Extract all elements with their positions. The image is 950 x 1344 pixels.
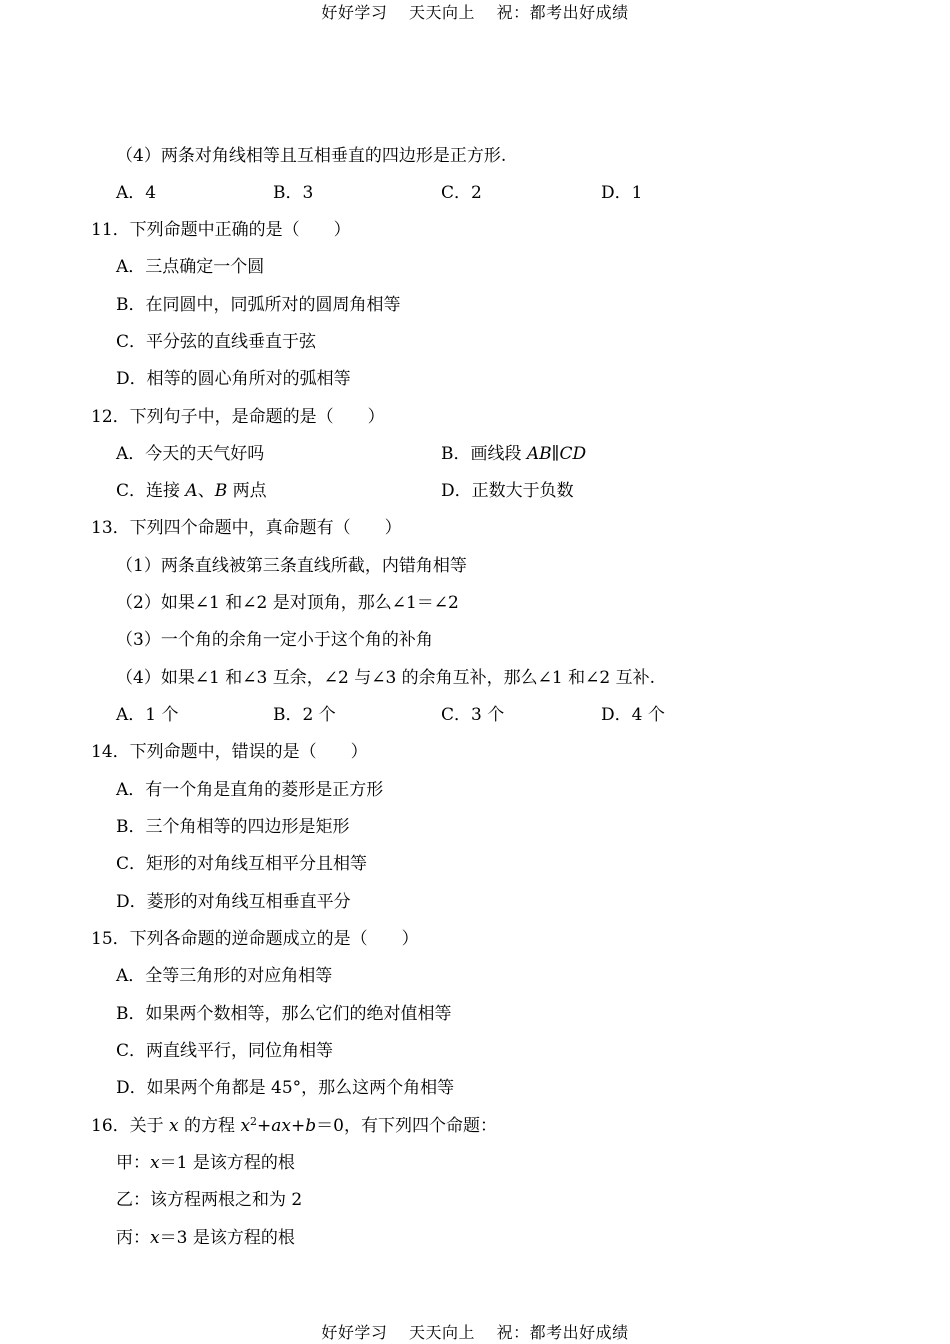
q10-option-c: C．2 [441, 183, 482, 203]
q13-item-2: （2）如果∠1 和∠2 是对顶角，那么∠1＝∠2 [116, 593, 459, 613]
q13-option-a: A．1 个 [116, 705, 179, 725]
footer-motto-1: 好好学习 [321, 1323, 388, 1342]
q16-plus-2: + [291, 1116, 306, 1136]
q16-stem-mid: 的方程 [178, 1116, 241, 1136]
q15-option-b: B．如果两个数相等，那么它们的绝对值相等 [116, 1004, 452, 1024]
q16-equation-exponent: 2 [250, 1115, 258, 1128]
q16-equation-b: b [305, 1116, 317, 1136]
q10-option-a: A．4 [116, 183, 157, 203]
q12-option-c-var-a: A [185, 481, 198, 501]
q16-stem-tail: ＝0，有下列四个命题： [316, 1116, 497, 1136]
q16-proposition-yi: 乙：该方程两根之和为 2 [116, 1190, 303, 1210]
q15-option-a: A．全等三角形的对应角相等 [116, 966, 333, 986]
q16-stem [91, 1115, 497, 1137]
q11-option-a: A．三点确定一个圆 [116, 257, 265, 277]
q13-item-3: （3）一个角的余角一定小于这个角的补角 [116, 630, 433, 650]
q13-item-1: （1）两条直线被第三条直线所截，内错角相等 [116, 556, 467, 576]
q13-option-b: B．2 个 [273, 705, 336, 725]
q14-option-d: D．菱形的对角线互相垂直平分 [116, 892, 351, 912]
q13-stem: 13．下列四个命题中，真命题有（ ） [91, 518, 402, 538]
q12-option-c-tail: 两点 [227, 481, 267, 501]
q12-option-c [116, 480, 267, 502]
q16-bing-label: 丙： [116, 1228, 150, 1248]
header-motto-1: 好好学习 [321, 3, 388, 22]
page-footer [0, 1320, 950, 1343]
q15-option-c: C．两直线平行，同位角相等 [116, 1041, 334, 1061]
q16-stem-text: 16．关于 [91, 1116, 170, 1136]
q16-equation-x: x [240, 1116, 251, 1136]
q12-stem: 12．下列句子中，是命题的是（ ） [91, 407, 385, 427]
q12-option-c-text: C．连接 [116, 481, 186, 501]
header-motto-3: 祝：都考出好成绩 [496, 3, 629, 22]
q16-plus-1: + [257, 1116, 272, 1136]
q13-item-4: （4）如果∠1 和∠3 互余，∠2 与∠3 的余角互补，那么∠1 和∠2 互补. [116, 668, 656, 688]
header-motto-2: 天天向上 [408, 3, 475, 22]
q11-option-d: D．相等的圆心角所对的弧相等 [116, 369, 351, 389]
q12-option-b-math: AB∥CD [526, 444, 587, 464]
q11-option-b: B．在同圆中，同弧所对的圆周角相等 [116, 295, 401, 315]
q16-jia-var: x [150, 1153, 160, 1173]
q16-jia-text: ＝1 是该方程的根 [159, 1153, 295, 1173]
q16-proposition-bing [116, 1227, 295, 1249]
q12-option-c-sep: 、 [197, 481, 215, 501]
q10-option-d: D．1 [601, 183, 643, 203]
q11-option-c: C．平分弦的直线垂直于弦 [116, 332, 317, 352]
q12-option-b [441, 443, 586, 465]
q14-stem: 14．下列命题中，错误的是（ ） [91, 742, 368, 762]
footer-motto-2: 天天向上 [408, 1323, 475, 1342]
q14-option-a: A．有一个角是直角的菱形是正方形 [116, 780, 384, 800]
q13-option-d: D．4 个 [601, 705, 665, 725]
q15-option-d: D．如果两个角都是 45°，那么这两个角相等 [116, 1078, 455, 1098]
q16-bing-text: ＝3 是该方程的根 [159, 1228, 295, 1248]
q14-option-c: C．矩形的对角线互相平分且相等 [116, 854, 368, 874]
q11-stem: 11．下列命题中正确的是（ ） [91, 220, 351, 240]
q16-proposition-jia [116, 1152, 295, 1174]
q13-option-c: C．3 个 [441, 705, 505, 725]
q12-option-a: A．今天的天气好吗 [116, 444, 265, 464]
q16-equation-ax: ax [271, 1116, 292, 1136]
footer-motto-3: 祝：都考出好成绩 [496, 1323, 629, 1342]
q10-item-4: （4）两条对角线相等且互相垂直的四边形是正方形. [116, 146, 507, 166]
q16-bing-var: x [150, 1228, 160, 1248]
q14-option-b: B．三个角相等的四边形是矩形 [116, 817, 350, 837]
q12-option-b-text: B．画线段 [441, 444, 527, 464]
q16-var-x: x [169, 1116, 179, 1136]
page-header [0, 0, 950, 23]
q15-stem: 15．下列各命题的逆命题成立的是（ ） [91, 929, 419, 949]
q10-option-b: B．3 [273, 183, 314, 203]
q12-option-d: D．正数大于负数 [441, 481, 574, 501]
q16-jia-label: 甲： [116, 1153, 150, 1173]
q12-option-c-var-b: B [214, 481, 228, 501]
